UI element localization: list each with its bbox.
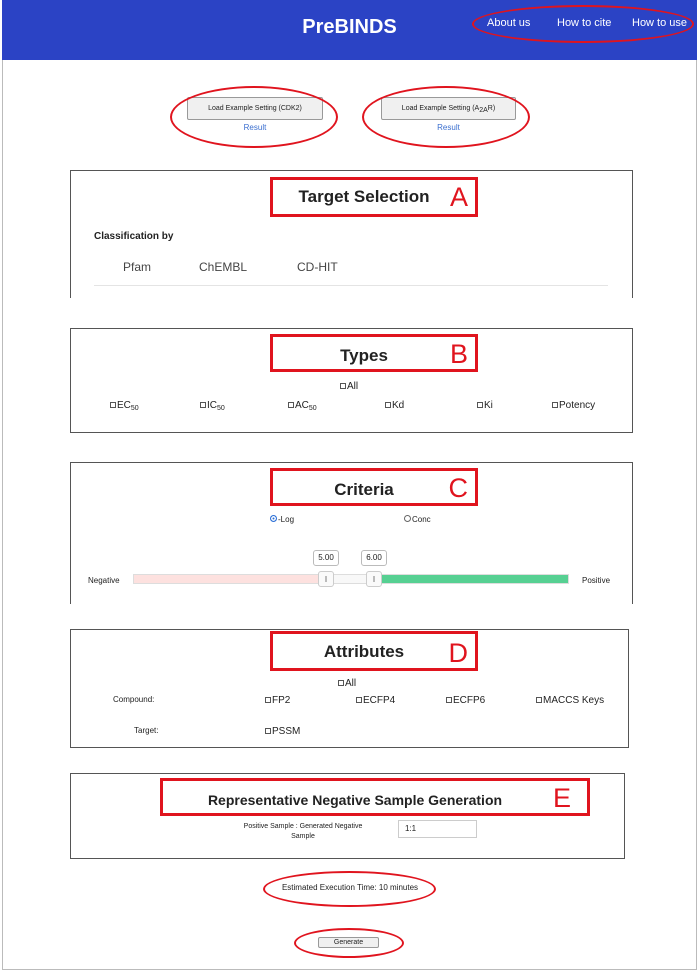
- slider-high-handle[interactable]: [366, 571, 382, 587]
- compound-maccs-checkbox[interactable]: [536, 695, 604, 706]
- annotation-oval-example-a2ar: [362, 86, 530, 148]
- attributes-label-box: [270, 631, 478, 671]
- types-label-box: [270, 334, 478, 372]
- types-ac50-sub: 50: [308, 405, 317, 412]
- slider-negative-range: [134, 575, 322, 583]
- checkbox-icon: [356, 697, 362, 703]
- generation-label-box: [160, 778, 590, 816]
- annotation-letter-a: A: [449, 182, 468, 212]
- slider-positive-range: [376, 575, 568, 583]
- checkbox-icon: [552, 402, 558, 408]
- checkbox-icon: [338, 680, 344, 686]
- attributes-title: Attributes: [323, 642, 405, 661]
- types-potency-checkbox[interactable]: [552, 400, 595, 411]
- radio-selected-icon: [270, 515, 277, 522]
- annotation-oval-example-cdk2: [170, 86, 338, 148]
- ratio-label: [230, 822, 376, 842]
- compound-fp2-label: FP2: [272, 695, 291, 706]
- target-selection-label-box: [270, 177, 478, 217]
- ratio-label-line2: Sample: [291, 833, 315, 840]
- attributes-all-checkbox[interactable]: [338, 678, 356, 689]
- types-ki-checkbox[interactable]: [477, 400, 493, 411]
- types-ec50-label: EC: [117, 400, 131, 411]
- types-ki-label: Ki: [484, 400, 493, 411]
- result-link-a2ar[interactable]: Result: [437, 123, 460, 132]
- criteria-label-box: [270, 468, 478, 506]
- generation-title: Representative Negative Sample Generation: [207, 792, 503, 808]
- checkbox-icon: [110, 402, 116, 408]
- types-all-checkbox[interactable]: [340, 381, 358, 392]
- types-kd-checkbox[interactable]: [385, 400, 404, 411]
- classification-option-cdhit[interactable]: CD-HIT: [297, 260, 338, 274]
- annotation-oval-estimate: [263, 871, 436, 907]
- compound-ecfp6-label: ECFP6: [453, 695, 486, 706]
- load-example-cdk2-button[interactable]: Load Example Setting (CDK2): [187, 97, 323, 120]
- types-title: Types: [340, 346, 388, 365]
- compound-maccs-label: MACCS Keys: [543, 695, 605, 706]
- nav-about-us[interactable]: About us: [487, 17, 531, 29]
- slider-low-handle[interactable]: [318, 571, 334, 587]
- types-kd-label: Kd: [392, 400, 405, 411]
- checkbox-icon: [265, 728, 271, 734]
- compound-ecfp4-checkbox[interactable]: [356, 695, 395, 706]
- estimated-time-text: Estimated Execution Time: 10 minutes: [281, 883, 419, 892]
- a2ar-label-post: R): [487, 105, 496, 112]
- ratio-label-line1: Positive Sample : Generated Negative: [243, 823, 363, 830]
- classification-divider: [94, 285, 608, 286]
- nav-how-to-cite[interactable]: How to cite: [557, 17, 612, 29]
- types-potency-label: Potency: [559, 400, 596, 411]
- criteria-title: Criteria: [334, 480, 394, 499]
- types-ic50-checkbox[interactable]: [200, 400, 225, 412]
- classification-label: Classification by: [94, 231, 174, 242]
- target-label: Target:: [134, 726, 159, 735]
- compound-ecfp4-label: ECFP4: [363, 695, 396, 706]
- brand-title[interactable]: PreBINDS: [302, 16, 397, 38]
- radio-conc-label: Conc: [412, 515, 431, 524]
- checkbox-icon: [385, 402, 391, 408]
- annotation-letter-e: E: [552, 783, 571, 813]
- generate-button[interactable]: Generate: [318, 937, 379, 948]
- classification-option-chembl[interactable]: ChEMBL: [199, 260, 248, 274]
- annotation-letter-d: D: [448, 638, 468, 668]
- types-ac50-label: AC: [295, 400, 309, 411]
- a2ar-label-pre: Load Example Setting (A: [401, 105, 480, 112]
- annotation-oval-generate: [294, 928, 404, 958]
- types-ac50-checkbox[interactable]: [288, 400, 317, 412]
- annotation-letter-c: C: [448, 473, 468, 503]
- slider-low-value: 5.00: [313, 550, 339, 566]
- types-all-label: All: [347, 381, 359, 392]
- compound-label: Compound:: [113, 695, 155, 704]
- checkbox-icon: [200, 402, 206, 408]
- slider-high-value: 6.00: [361, 550, 387, 566]
- checkbox-icon: [340, 383, 346, 389]
- checkbox-icon: [288, 402, 294, 408]
- result-link-cdk2[interactable]: Result: [243, 123, 267, 132]
- grip-icon: [373, 576, 375, 582]
- radio-unselected-icon: [404, 515, 411, 522]
- slider-negative-label: Negative: [88, 576, 120, 585]
- grip-icon: [325, 576, 327, 582]
- radio-log[interactable]: [270, 515, 294, 524]
- types-ec50-sub: 50: [130, 405, 139, 412]
- nav-how-to-use[interactable]: How to use: [632, 17, 688, 29]
- checkbox-icon: [477, 402, 483, 408]
- classification-option-pfam[interactable]: Pfam: [123, 260, 152, 274]
- types-ic50-label: IC: [207, 400, 217, 411]
- checkbox-icon: [446, 697, 452, 703]
- annotation-oval-nav: [472, 5, 694, 43]
- radio-conc[interactable]: [404, 515, 431, 524]
- compound-ecfp6-checkbox[interactable]: [446, 695, 485, 706]
- target-pssm-label: PSSM: [272, 726, 301, 737]
- checkbox-icon: [265, 697, 271, 703]
- a2ar-label-sub: 2A: [479, 107, 488, 114]
- types-ic50-sub: 50: [217, 405, 225, 412]
- compound-fp2-checkbox[interactable]: [265, 695, 290, 706]
- target-pssm-checkbox[interactable]: [265, 726, 300, 737]
- checkbox-icon: [536, 697, 542, 703]
- radio-log-label: -Log: [278, 515, 295, 524]
- annotation-letter-b: B: [449, 339, 468, 369]
- attributes-all-label: All: [345, 678, 357, 689]
- types-ec50-checkbox[interactable]: [110, 400, 139, 412]
- slider-positive-label: Positive: [582, 576, 611, 585]
- criteria-slider-track[interactable]: [133, 574, 569, 584]
- ratio-input[interactable]: 1:1: [398, 820, 477, 838]
- target-selection-title: Target Selection: [298, 187, 430, 206]
